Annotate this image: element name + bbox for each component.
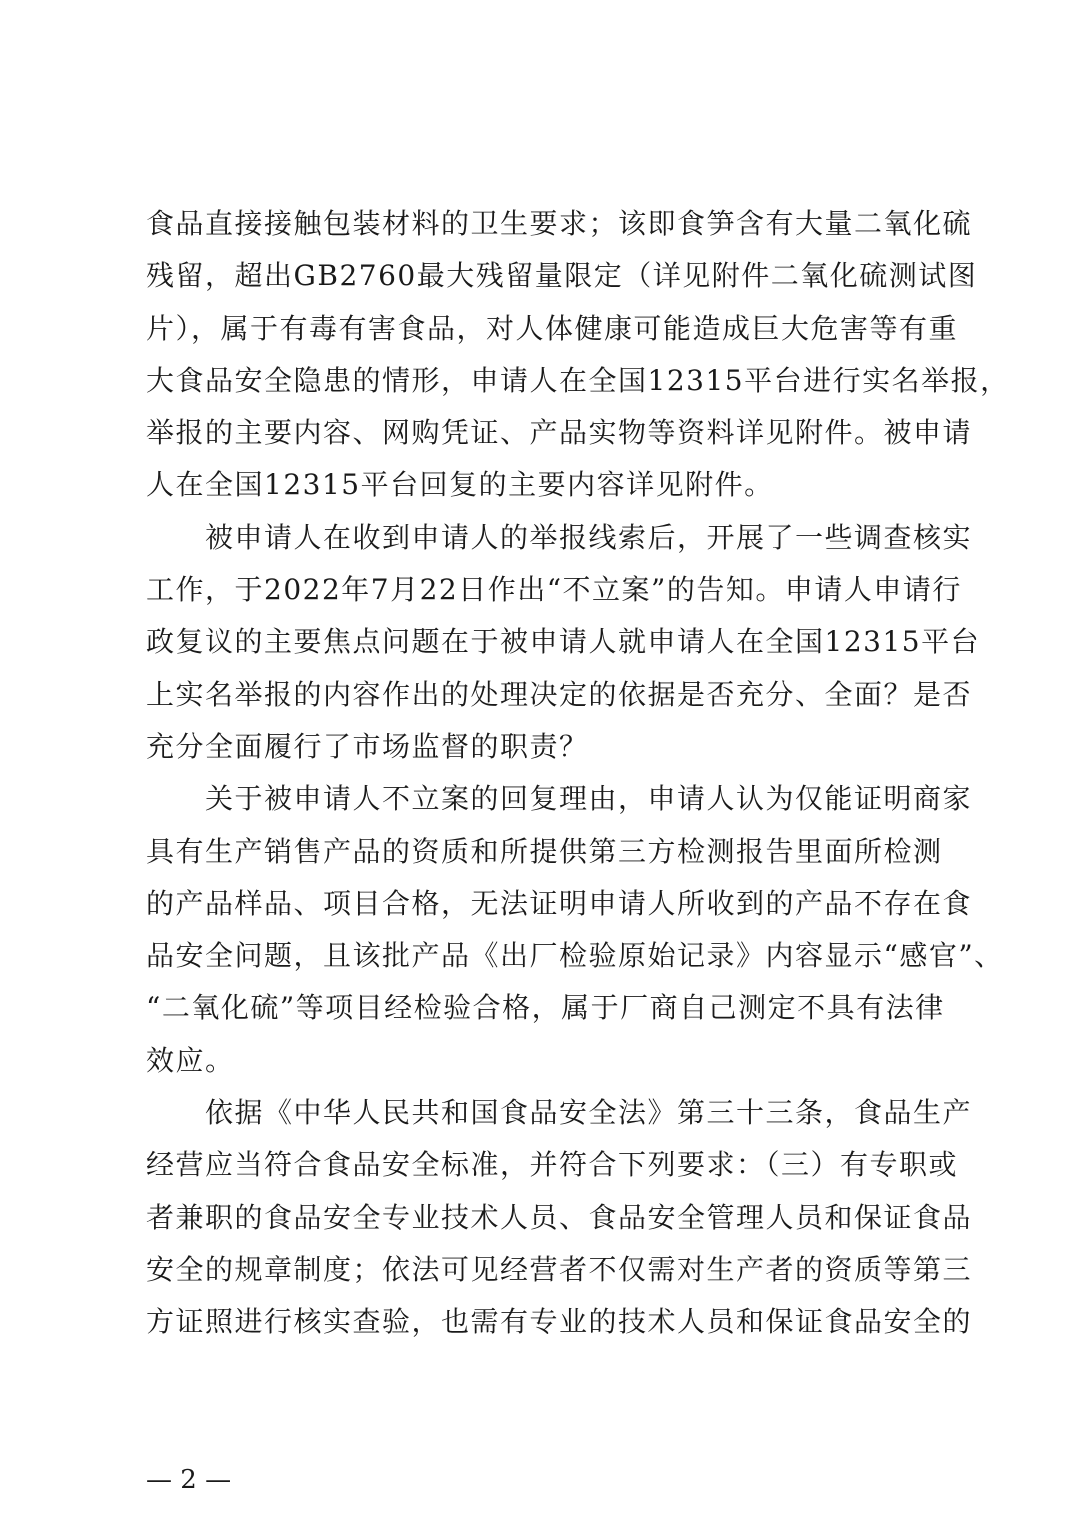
text-line: 大食品安全隐患的情形，申请人在全国12315平台进行实名举报， [146, 363, 1010, 397]
text-line: 食品直接接触包装材料的卫生要求；该即食笋含有大量二氧化硫 [146, 207, 973, 240]
text-line: 依据《中华人民共和国食品安全法》第三十三条，食品生产 [146, 1096, 973, 1130]
text-line: 关于被申请人不立案的回复理由，申请人认为仅能证明商家 [146, 782, 973, 816]
text-line: 方证照进行核实查验，也需有专业的技术人员和保证食品安全的 [146, 1305, 973, 1339]
paragraph [146, 198, 1010, 512]
text-line: 上实名举报的内容作出的处理决定的依据是否充分、全面？是否 [146, 677, 973, 711]
paragraph [146, 1087, 973, 1348]
text-line: 者兼职的食品安全专业技术人员、食品安全管理人员和保证食品 [146, 1200, 973, 1234]
text-line: 残留，超出GB2760最大残留量限定（详见附件二氧化硫测试图 [146, 259, 978, 293]
text-line: 被申请人在收到申请人的举报线索后，开展了一些调查核实 [146, 520, 973, 554]
text-line: 的产品样品、项目合格，无法证明申请人所收到的产品不存在食 [146, 886, 973, 920]
paragraph [146, 773, 1004, 1087]
text-line: 具有生产销售产品的资质和所提供第三方检测报告里面所检测 [146, 834, 943, 868]
document-body [146, 198, 1010, 1349]
text-line: 效应。 [146, 1043, 235, 1077]
text-line: 政复议的主要焦点问题在于被申请人就申请人在全国12315平台 [146, 625, 981, 659]
text-line: 充分全面履行了市场监督的职责？ [146, 729, 589, 763]
text-line: “二氧化硫”等项目经检验合格，属于厂商自己测定不具有法律 [146, 991, 945, 1025]
text-line: 安全的规章制度；依法可见经营者不仅需对生产者的资质等第三 [146, 1252, 973, 1286]
paragraph [146, 512, 981, 773]
page-number: — 2 — [146, 1465, 232, 1495]
text-line: 经营应当符合食品安全标准，并符合下列要求：（三）有专职或 [146, 1148, 959, 1182]
text-line: 举报的主要内容、网购凭证、产品实物等资料详见附件。被申请 [146, 416, 973, 450]
text-line: 片），属于有毒有害食品，对人体健康可能造成巨大危害等有重 [146, 311, 959, 345]
text-line: 品安全问题，且该批产品《出厂检验原始记录》内容显示“感官”、 [146, 939, 1004, 973]
text-line: 人在全国12315平台回复的主要内容详见附件。 [146, 468, 774, 502]
text-line: 工作，于2022年7月22日作出“不立案”的告知。申请人申请行 [146, 573, 962, 607]
